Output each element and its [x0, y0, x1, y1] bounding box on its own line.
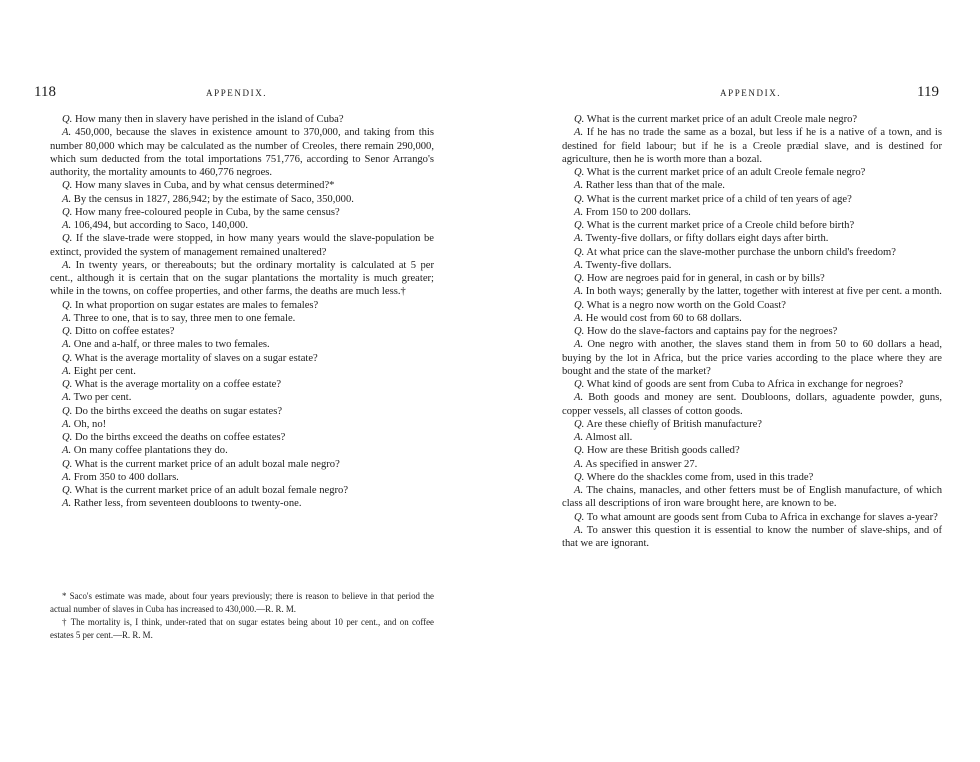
entry-label: Q. [574, 418, 585, 430]
question [562, 272, 942, 285]
question [562, 325, 942, 338]
page-number: 119 [917, 84, 939, 100]
entry-label: Q. [574, 246, 585, 258]
entry-text: Ditto on coffee estates? [74, 326, 175, 337]
answer [50, 365, 434, 378]
entry-label: Q. [574, 167, 585, 178]
answer [562, 126, 942, 166]
question [50, 113, 434, 126]
question [50, 405, 434, 418]
entry-text: One and a-half, or three males to two females. [73, 339, 270, 351]
answer [562, 259, 942, 272]
answer [50, 471, 434, 484]
entry-text: The chains, manacles, and other fetters must be of English manufacture, of which class all descriptions of iron ware brought here, are known to be. [562, 485, 942, 510]
entry-label: Q. [62, 458, 73, 470]
entry-label: Q. [62, 485, 73, 496]
question [50, 484, 434, 497]
entry-label: Q. [574, 273, 585, 284]
entry-label: A. [574, 127, 584, 139]
entry-text: How many then in slavery have perished in the island of Cuba? [74, 114, 344, 125]
entry-text: How do the slave-factors and captains pay for the negroes? [586, 326, 838, 337]
entry-text: What is the current market price of an adult Creole male negro? [586, 114, 858, 125]
entry-label: A. [62, 127, 72, 139]
entry-label: Q. [574, 379, 585, 390]
question [50, 458, 434, 471]
answer [50, 259, 434, 299]
question [562, 113, 942, 126]
entry-label: A. [62, 498, 72, 510]
entry-label: A. [574, 524, 584, 536]
answer [562, 179, 942, 192]
entry-text: What is the current market price of an adult Creole female negro? [586, 167, 866, 178]
entry-label: Q. [574, 326, 585, 337]
entry-text: 106,494, but according to Saco, 140,000. [73, 220, 248, 231]
entry-label: A. [574, 432, 584, 443]
running-head-title: APPENDIX. [206, 88, 268, 98]
answer [50, 126, 434, 179]
entry-text: Do the births exceed the deaths on sugar estates? [74, 405, 283, 417]
entry-label: A. [62, 471, 72, 483]
entry-text: On many coffee plantations they do. [73, 445, 228, 457]
question [50, 232, 434, 259]
question [562, 299, 942, 312]
footnote: * Saco's estimate was made, about four years previously; there is reason to believe in that period the actual number of slaves in Cuba has increased to 430,000.—R. R. M. [50, 591, 434, 614]
entry-text: To answer this question it is essential to know the number of slave-ships, and of that we are ignorant. [562, 524, 942, 549]
entry-text: Rather less than that of the male. [585, 180, 725, 192]
entry-label: Q. [574, 220, 585, 231]
entry-text: Two per cent. [73, 392, 132, 404]
answer [50, 219, 434, 232]
entry-text: What is a negro now worth on the Gold Coast? [586, 299, 786, 311]
answer [50, 391, 434, 404]
entry-text: In twenty years, or thereabouts; but the ordinary mortality is calculated at 5 per cent., although it is certain that on the sugar plantations the mortality is much greater; while in the towns, on coffee properties, and other farms, the deaths are much less.† [50, 259, 435, 298]
entry-text: If the slave-trade were stopped, in how many years would the slave-population be extinct, provided the system of management remained unaltered? [50, 233, 434, 258]
question [50, 299, 434, 312]
right-page [490, 0, 980, 762]
answer [562, 431, 942, 444]
question [562, 378, 942, 391]
entry-label: Q. [574, 193, 585, 205]
entry-text: From 150 to 200 dollars. [585, 206, 691, 218]
entry-text: From 350 to 400 dollars. [73, 471, 179, 483]
entry-label: A. [62, 220, 72, 231]
question [562, 246, 942, 259]
entry-label: A. [62, 259, 72, 271]
entry-text: Eight per cent. [73, 365, 136, 377]
entry-label: Q. [574, 114, 585, 125]
entry-label: Q. [574, 299, 585, 311]
entry-text: How are these British goods called? [586, 445, 740, 457]
entry-label: A. [62, 339, 72, 351]
entry-text: Rather less, from seventeen doubloons to twenty-one. [73, 498, 302, 510]
entry-text: Where do the shackles come from, used in this trade? [586, 471, 814, 483]
entry-text: How are negroes paid for in general, in cash or by bills? [586, 273, 825, 284]
entry-label: A. [574, 259, 584, 271]
entry-label: A. [62, 312, 72, 324]
answer [50, 312, 434, 325]
answer [562, 312, 942, 325]
entry-label: Q. [62, 405, 73, 417]
entry-text: Twenty-five dollars. [585, 259, 672, 271]
entry-text: Do the births exceed the deaths on coffee estates? [74, 432, 286, 443]
question [562, 193, 942, 206]
entry-label: A. [574, 392, 584, 404]
entry-label: Q. [62, 180, 73, 192]
entry-label: Q. [62, 206, 73, 218]
question [562, 166, 942, 179]
entry-label: Q. [62, 114, 73, 125]
answer [562, 524, 942, 551]
question [50, 431, 434, 444]
entry-label: Q. [62, 379, 73, 390]
question [562, 219, 942, 232]
page-number: 118 [34, 84, 56, 100]
entry-label: Q. [62, 299, 73, 311]
question [562, 418, 942, 431]
entry-text: He would cost from 60 to 68 dollars. [585, 312, 742, 324]
answer [562, 484, 942, 511]
entry-text: If he has no trade the same as a bozal, but less if he is a native of a town, and is destined for field labour; but if he is a Creole prædial slave, and is destined for agriculture, then he is worth more than a bozal. [562, 127, 942, 165]
entry-label: A. [574, 312, 584, 324]
entry-text: By the census in 1827, 286,942; by the estimate of Saco, 350,000. [73, 193, 354, 205]
answer [562, 232, 942, 245]
entry-label: A. [574, 233, 584, 245]
entry-text: How many free-coloured people in Cuba, by the same census? [74, 206, 340, 218]
answer [562, 285, 942, 298]
question [50, 325, 434, 338]
answer [50, 497, 434, 510]
entry-label: A. [62, 365, 72, 377]
question [50, 179, 434, 192]
answer [50, 193, 434, 206]
entry-label: Q. [574, 471, 585, 483]
entry-label: Q. [574, 445, 585, 457]
entry-label: A. [62, 193, 72, 205]
entry-text: Oh, no! [73, 418, 107, 430]
entry-text: What is the average mortality on a coffee estate? [74, 379, 282, 390]
answer [50, 338, 434, 351]
running-head-title: APPENDIX. [720, 88, 782, 98]
entry-text: To what amount are goods sent from Cuba to Africa in exchange for slaves a-year? [586, 511, 938, 523]
answer [50, 444, 434, 457]
entry-text: What is the current market price of an adult bozal female negro? [74, 485, 349, 496]
entry-label: A. [574, 206, 584, 218]
entry-text: Almost all. [585, 432, 633, 443]
entry-text: At what price can the slave-mother purchase the unborn child's freedom? [586, 246, 896, 258]
entry-text: Twenty-five dollars, or fifty dollars eight days after birth. [585, 233, 829, 245]
entry-label: Q. [62, 432, 73, 443]
entry-text: 450,000, because the slaves in existence amount to 370,000, and taking from this number 80,000 which may be calculated as the number of Creoles, there remain 290,000, which sum deducted from the total importations 751,776, according to Senor Arrango's authority, the mortality amounts to 460,776 negroes. [50, 127, 435, 178]
entry-text: What is the current market price of an adult bozal male negro? [74, 458, 340, 470]
entry-text: What is the current market price of a Creole child before birth? [586, 220, 855, 231]
entry-text: In what proportion on sugar estates are males to females? [74, 299, 319, 311]
entry-label: A. [62, 392, 72, 404]
footnote: † The mortality is, I think, under-rated that on sugar estates being about 10 per cent., and on coffee estates 5 per cent.—R. R. M. [50, 617, 434, 640]
left-body-text [50, 113, 434, 511]
entry-label: A. [62, 418, 72, 430]
question [50, 352, 434, 365]
entry-text: How many slaves in Cuba, and by what census determined?* [74, 180, 335, 192]
entry-label: Q. [62, 352, 73, 364]
answer [562, 391, 942, 418]
question [50, 206, 434, 219]
entry-text: In both ways; generally by the latter, together with interest at five per cent. a month. [585, 286, 942, 298]
entry-text: What kind of goods are sent from Cuba to Africa in exchange for negroes? [586, 379, 904, 390]
entry-label: Q. [62, 233, 73, 245]
entry-label: A. [574, 339, 584, 351]
entry-text: What is the average mortality of slaves on a sugar estate? [74, 352, 318, 364]
right-body-text [562, 113, 942, 550]
entry-label: A. [62, 445, 72, 457]
entry-label: A. [574, 485, 584, 496]
answer [562, 206, 942, 219]
entry-text: Both goods and money are sent. Doubloons, dollars, aguadente powder, guns, copper vessels, all classes of cotton goods. [562, 392, 942, 417]
entry-text: One negro with another, the slaves stand them in from 50 to 60 dollars a head, buying by the lot in Africa, but the price varies according to the place where they are bought and the state of the market? [562, 339, 942, 377]
entry-text: Are these chiefly of British manufacture? [586, 418, 762, 430]
entry-text: What is the current market price of a child of ten years of age? [586, 193, 852, 205]
entry-text: Three to one, that is to say, three men to one female. [73, 312, 296, 324]
answer [562, 458, 942, 471]
answer [562, 338, 942, 378]
question [50, 378, 434, 391]
entry-label: Q. [62, 326, 73, 337]
question [562, 444, 942, 457]
question [562, 511, 942, 524]
entry-label: A. [574, 286, 584, 298]
left-footnotes [50, 590, 434, 642]
answer [50, 418, 434, 431]
entry-label: A. [574, 458, 584, 470]
entry-label: Q. [574, 511, 585, 523]
entry-label: A. [574, 180, 584, 192]
question [562, 471, 942, 484]
entry-text: As specified in answer 27. [585, 458, 698, 470]
